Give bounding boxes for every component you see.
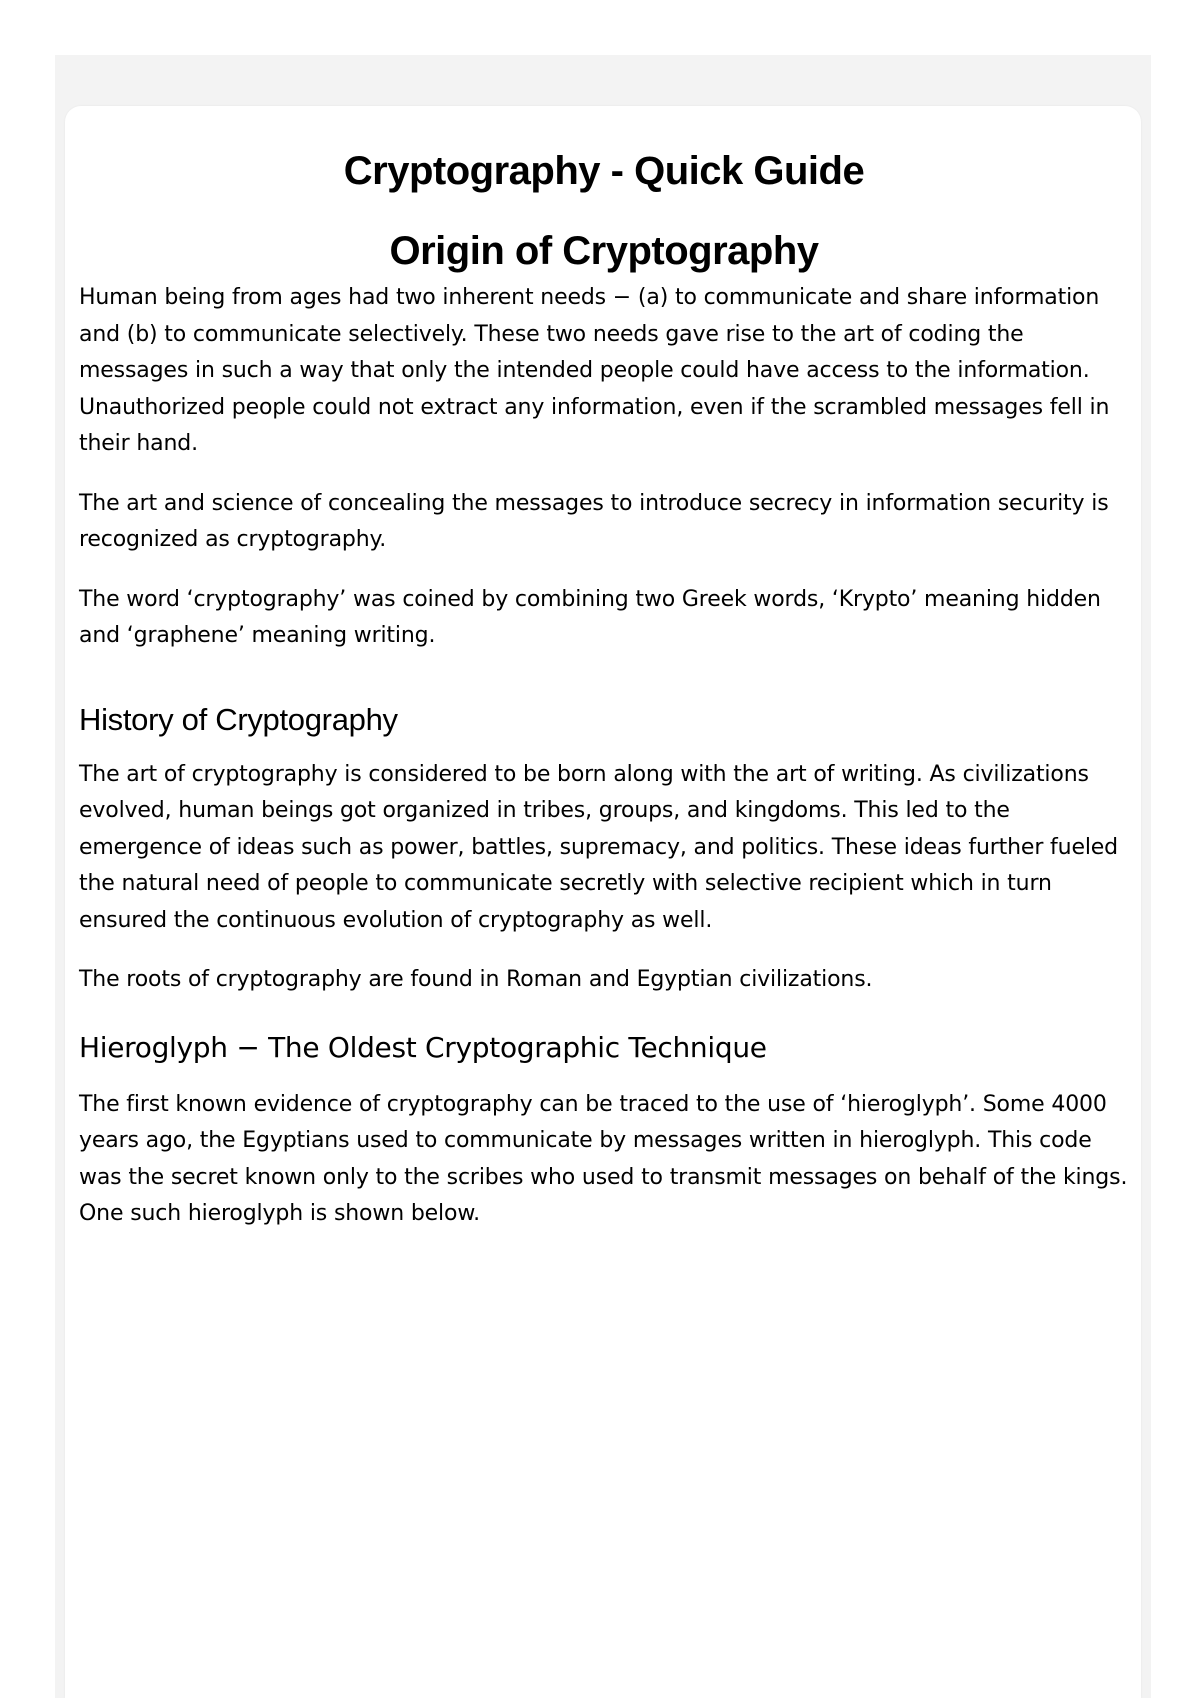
section-title: Origin of Cryptography (389, 229, 819, 273)
intro-paragraph-1: Human being from ages had two inherent needs − (a) to communicate and share information and (b) to communicate selectively. These two needs gave rise to the art of coding the messages in such a way that only the intended people could have access to the information. Unauthorized people could not extract any information, even if the scrambled messages fell in their hand. (79, 285, 1110, 456)
history-paragraph-2: The roots of cryptography are found in Roman and Egyptian civilizations. (79, 967, 873, 992)
history-heading: History of Cryptography (79, 701, 398, 737)
intro-paragraph-3: The word ‘cryptography’ was coined by combining two Greek words, ‘Krypto’ meaning hidden and ‘graphene’ meaning writing. (79, 586, 1101, 648)
page-title: Cryptography - Quick Guide (343, 149, 865, 193)
hieroglyph-heading: Hieroglyph − The Oldest Cryptographic Technique (79, 1030, 767, 1064)
article-content (79, 140, 1129, 1256)
hieroglyph-paragraph-1: The first known evidence of cryptography can be traced to the use of ‘hieroglyph’. Some 4000 years ago, the Egyptians used to communicate by messages written in hieroglyph. This code was the secret known only to the scribes who used to transmit messages on behalf of the kings. One such hieroglyph is shown below. (79, 1091, 1128, 1226)
intro-paragraph-2: The art and science of concealing the messages to introduce secrecy in information security is recognized as cryptography. (79, 490, 1109, 552)
history-paragraph-1: The art of cryptography is considered to be born along with the art of writing. As civilizations evolved, human beings got organized in tribes, groups, and kingdoms. This led to the emergence of ideas such as power, battles, supremacy, and politics. These ideas further fueled the natural need of people to communicate secretly with selective recipient which in turn ensured the continuous evolution of cryptography as well. (79, 761, 1118, 933)
